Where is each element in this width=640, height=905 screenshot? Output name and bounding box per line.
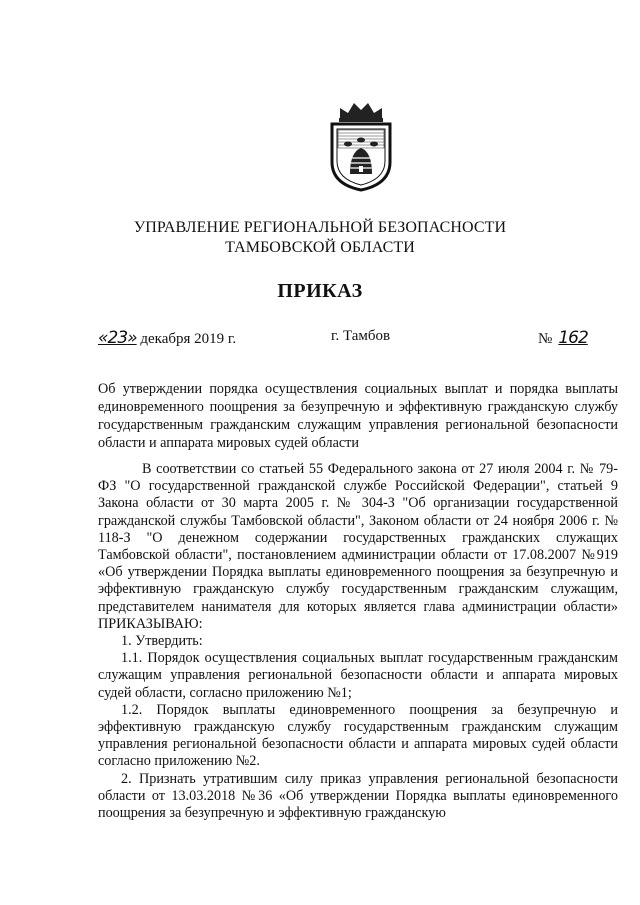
document-title: ПРИКАЗ [277, 280, 363, 302]
coat-of-arms-icon [326, 100, 396, 192]
item-1-2: 1.2. Порядок выплаты единовременного поощрения за безупречную и эффективную гражданскую службу государственным гражданским служащим управления региональной безопасности области и аппарата мировых судей области согласно приложению №2. [98, 701, 618, 770]
item-2: 2. Признать утратившим силу приказ управления региональной безопасности области от 13.03.2018 №36 «Об утверждении Порядка выплаты единовременного поощрения за безупречную и эффективную гражданскую [98, 770, 618, 822]
org-line-1: УПРАВЛЕНИЕ РЕГИОНАЛЬНОЙ БЕЗОПАСНОСТИ [133, 219, 507, 236]
dateline [0, 328, 640, 352]
document-body [98, 461, 618, 822]
document-number [538, 328, 588, 348]
date-close-quote: » [127, 328, 137, 348]
number-value: 162 [558, 328, 588, 348]
org-line-2: ТАМБОВСКОЙ ОБЛАСТИ [225, 239, 415, 256]
document-subject: Об утверждении порядка осуществления социальных выплат и порядка выплаты единовременного поощрения за безупречную и эффективную гражданскую службу государственным гражданским служащим управления региональной безопасности области и аппарата мировых судей области [98, 381, 618, 451]
date-open-quote: « [98, 328, 108, 348]
number-prefix: № [538, 331, 553, 347]
item-1: 1. Утвердить: [121, 633, 203, 650]
item-1-1: 1.1. Порядок осуществления социальных выплат государственным гражданским служащим управления региональной безопасности области и аппарата мировых судей области, согласно приложению №1; [98, 650, 618, 701]
date-day: 23 [107, 328, 128, 348]
organization-name [0, 218, 640, 258]
document-date [98, 328, 236, 348]
date-month-year: декабря 2019 г. [136, 331, 237, 347]
document-city: г. Тамбов [331, 328, 391, 344]
preamble-paragraph: В соответствии со статьей 55 Федерального закона от 27 июля 2004 г. № 79-ФЗ "О государственной гражданской службе Российской Федерации", статьей 9 Закона области от 30 марта 2005 г. № 304-З "Об организации государственной гражданской службы Тамбовской области", Законом области от 24 ноября 2006 г. № 118-З "О денежном содержании государственных гражданских служащих Тамбовской области", постановлением администрации области от 17.08.2007 №919 «Об утверждении Порядка выплаты единовременного поощрения за безупречную и эффективную гражданскую службу государственным гражданским служащим, представителем нанимателя для которых является глава администрации области» ПРИКАЗЫВАЮ: [98, 461, 618, 632]
